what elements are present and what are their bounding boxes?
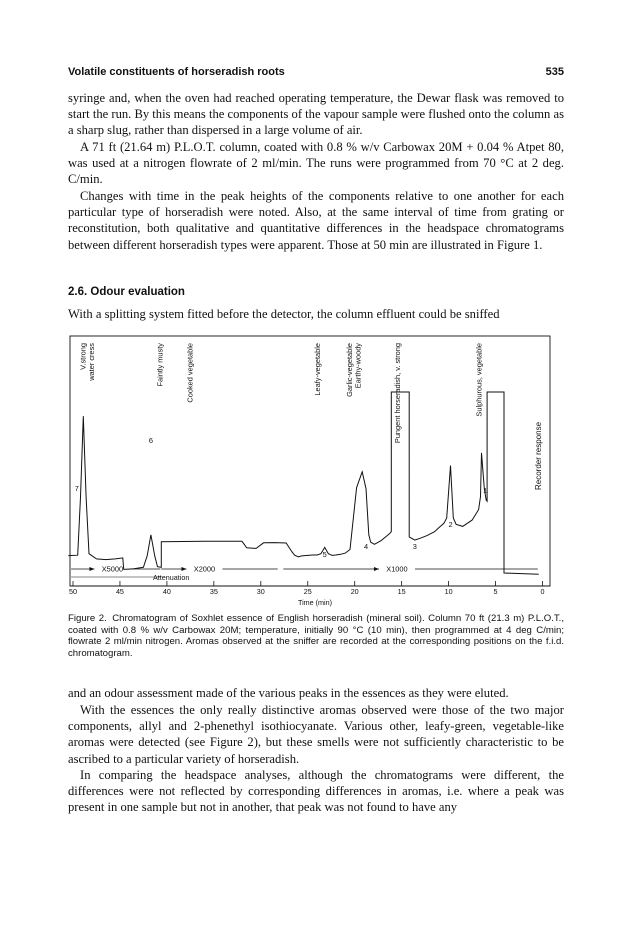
peak-number: 1 [483, 486, 488, 495]
x-tick-label: 10 [444, 587, 453, 596]
attenuation-arrows [71, 565, 538, 577]
peak-number: 7 [74, 484, 79, 493]
attenuation-value: X5000 [101, 564, 124, 574]
peak-number-labels [75, 436, 488, 559]
body-paragraph: With the essences the only really distinctive aromas observed were those of the two major components, allyl and 2-phenethyl isothiocyanate. Various other, leafy-green, vegetable-like aromas were detected (see Figure 2), but these smells were not sufficiently characteristic to be ascribed to a particular variety of horseradish. [68, 703, 564, 766]
x-tick-label: 40 [162, 587, 171, 596]
x-tick-label: 15 [397, 587, 406, 596]
body-paragraph: and an odour assessment made of the various peaks in the essences as they were eluted. [68, 686, 509, 700]
page-number: 535 [545, 66, 564, 78]
section-heading: 2.6. Odour evaluation [68, 286, 185, 298]
peak-number: 6 [148, 436, 153, 445]
body-paragraph: Changes with time in the peak heights of the components relative to one another for each particular type of horseradish were noted. Also, at the same interval of time from grating or reconstitution, both qualitative and quantitative differences in the headspace chromatograms between different horseradish types were apparent. Those at 50 min are illustrated in Figure 1. [68, 189, 564, 252]
aroma-label: Garlic-vegetable [344, 343, 354, 397]
aroma-label: Faintly musty [155, 343, 165, 387]
x-tick-label: 45 [115, 587, 124, 596]
body-paragraph: In comparing the headspace analyses, although the chromatograms were different, the differences were not reflected by corresponding differences in aromas, i.e. where a peak was present in one sample but not in another, that peak was not found to have any [68, 768, 564, 815]
peak-number: 2 [448, 520, 453, 529]
figure-caption-label: Figure 2. [68, 613, 107, 624]
chromatogram-line [68, 392, 538, 574]
x-tick-label: 25 [303, 587, 312, 596]
aroma-label: water cress [86, 343, 96, 381]
running-title: Volatile constituents of horseradish roots [68, 66, 285, 78]
body-paragraph: A 71 ft (21.64 m) P.L.O.T. column, coated with 0.8 % w/v Carbowax 20M + 0.04 % Atpet 80, was used at a nitrogen flowrate of 2 ml/min. The runs were programmed from 70 °C at 2 deg. C/min. [68, 140, 564, 187]
peak-number: 4 [363, 542, 369, 551]
aroma-label: Pungent horseradish, v. strong [392, 343, 402, 444]
aroma-labels [78, 343, 483, 443]
chromatogram-figure [63, 331, 573, 611]
x-tick-label: 20 [350, 587, 359, 596]
page-header [68, 66, 564, 82]
attenuation-arrowhead [89, 567, 94, 571]
body-paragraph: With a splitting system fitted before the detector, the column effluent could be sniffed [68, 307, 500, 321]
x-axis-label: Time (min) [297, 598, 333, 607]
aroma-label: V.strong [78, 343, 88, 370]
x-tick-label: 35 [209, 587, 218, 596]
attenuation-arrowhead [181, 567, 186, 571]
time-axis [69, 581, 550, 596]
x-tick-label: 50 [69, 587, 77, 596]
aroma-label: Cooked vegetable [185, 343, 195, 403]
attenuation-label: Attenuation [153, 573, 190, 582]
attenuation-arrowhead [374, 567, 379, 571]
figure-caption [68, 613, 564, 659]
attenuation-value: X1000 [386, 564, 408, 574]
peak-number: 5 [322, 550, 327, 559]
body-paragraph: syringe and, when the oven had reached operating temperature, the Dewar flask was removed to start the run. By this means the components of the vapour sample were flushed onto the column as a sharp slug, rather than dispersed in a large volume of air. [68, 91, 564, 138]
figure-caption-text: Chromatogram of Soxhlet essence of English horseradish (mineral soil). Column 70 ft (21.3 m) P.L.O.T., coated with 0.8 % w/v Carbowax 20M; temperature, initially 90 °C (10 min), then programmed at 4 deg C/min; flowrate 2 ml/min nitrogen. Aromas observed at the sniffer are recorded at the corresponding positions on the f.i.d. chromatogram. [68, 613, 564, 659]
aroma-label: Leafy-vegetable [313, 343, 323, 396]
aroma-label: Earthy-woody [353, 343, 363, 389]
aroma-label: Sulphurous, vegetable [474, 343, 484, 417]
chromatogram-trace [68, 392, 538, 574]
y-axis-label: Recorder response [534, 421, 543, 491]
attenuation-value: X2000 [193, 564, 216, 574]
peak-number: 3 [412, 542, 417, 551]
x-tick-label: 0 [540, 587, 545, 596]
x-tick-label: 5 [493, 587, 498, 596]
x-tick-label: 30 [256, 587, 265, 596]
